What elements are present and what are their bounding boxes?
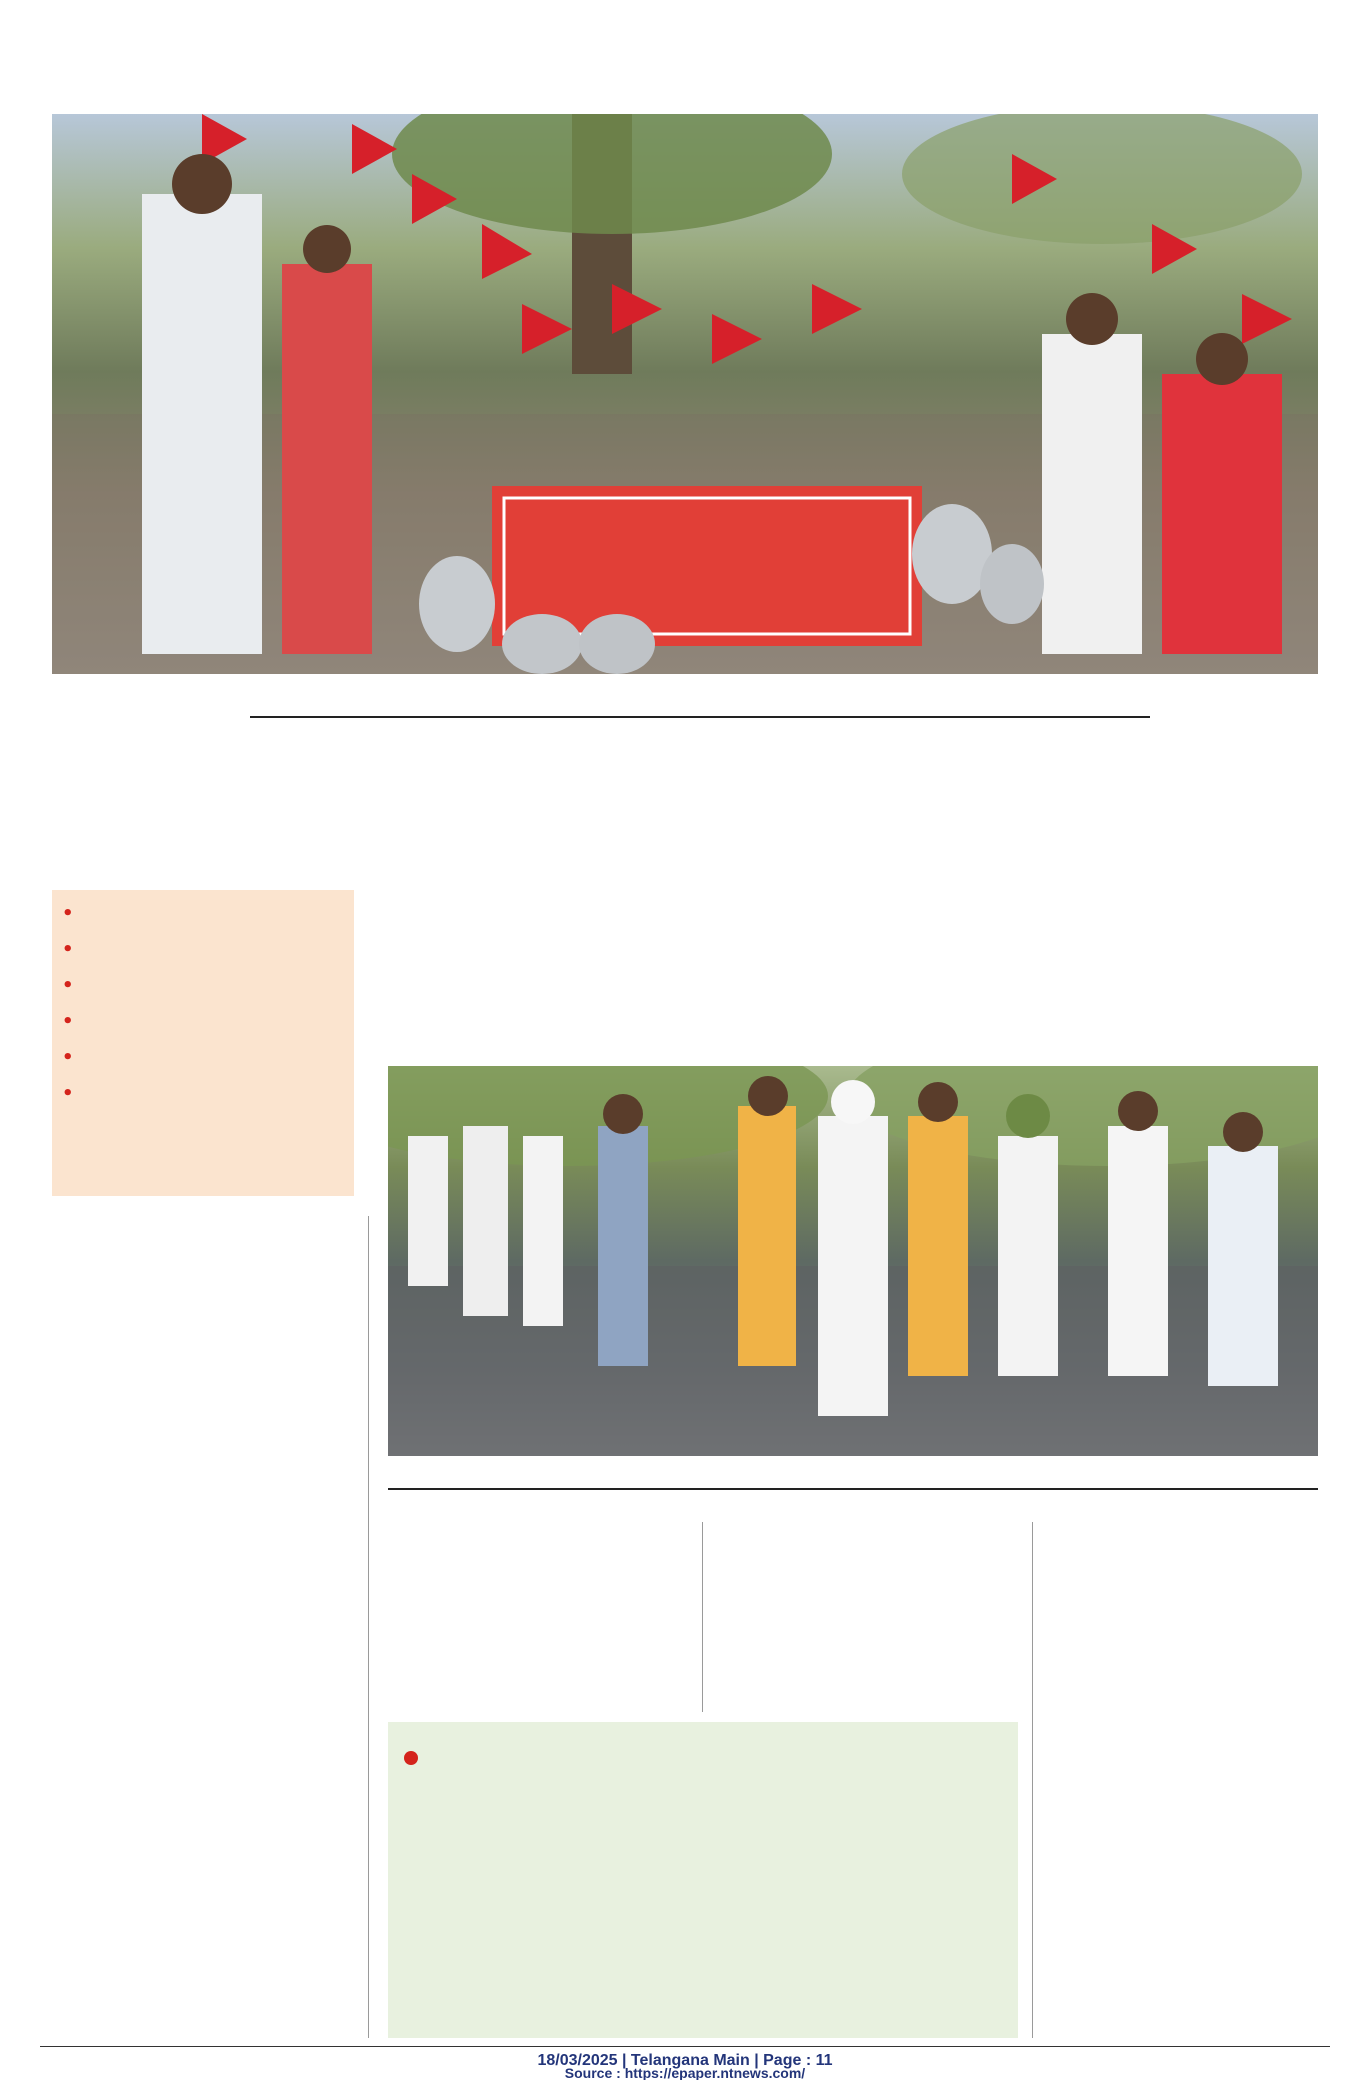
body-column-4 xyxy=(1044,1522,1318,2038)
red-dot-icon xyxy=(404,1751,418,1765)
highlight-item xyxy=(62,1080,344,1108)
lead-paragraph xyxy=(388,898,1318,1046)
headline xyxy=(52,740,1318,890)
highlight-item xyxy=(62,900,344,928)
mid-photo-caption xyxy=(388,1460,1318,1490)
protest-photo xyxy=(52,114,1318,674)
villagers-march-photo xyxy=(388,1066,1318,1456)
top-photo-caption xyxy=(250,688,1150,718)
masthead-logo xyxy=(470,8,900,90)
body-column-3 xyxy=(718,1522,1022,1712)
bullet-icon: • xyxy=(62,1083,74,1104)
banner-text xyxy=(512,509,902,553)
column-divider xyxy=(702,1522,703,1712)
highlight-item xyxy=(62,1008,344,1036)
highlight-item xyxy=(62,972,344,1000)
highlight-item xyxy=(62,1044,344,1072)
column-divider xyxy=(1032,1522,1033,2038)
column-divider xyxy=(368,1216,369,2038)
bullet-icon: • xyxy=(62,903,74,924)
footer-divider xyxy=(40,2046,1330,2047)
footer-source-line: Source : https://epaper.ntnews.com/ xyxy=(564,2065,806,2080)
footer-date-line: 18/03/2025 | Telangana Main | Page : 11 xyxy=(537,2052,833,2069)
highlights-box xyxy=(52,890,354,1196)
bullet-icon: • xyxy=(62,1047,74,1068)
body-column-1 xyxy=(52,1216,354,2038)
sidebar-story-title xyxy=(404,1736,1002,1780)
bullet-icon: • xyxy=(62,975,74,996)
body-column-2 xyxy=(384,1522,688,1712)
bullet-icon: • xyxy=(62,1011,74,1032)
bullet-icon: • xyxy=(62,939,74,960)
highlight-item xyxy=(62,936,344,964)
villagers-march-illustration xyxy=(388,1066,1318,1456)
protest-photo-illustration xyxy=(52,114,1318,674)
sidebar-story-box xyxy=(388,1722,1018,2038)
